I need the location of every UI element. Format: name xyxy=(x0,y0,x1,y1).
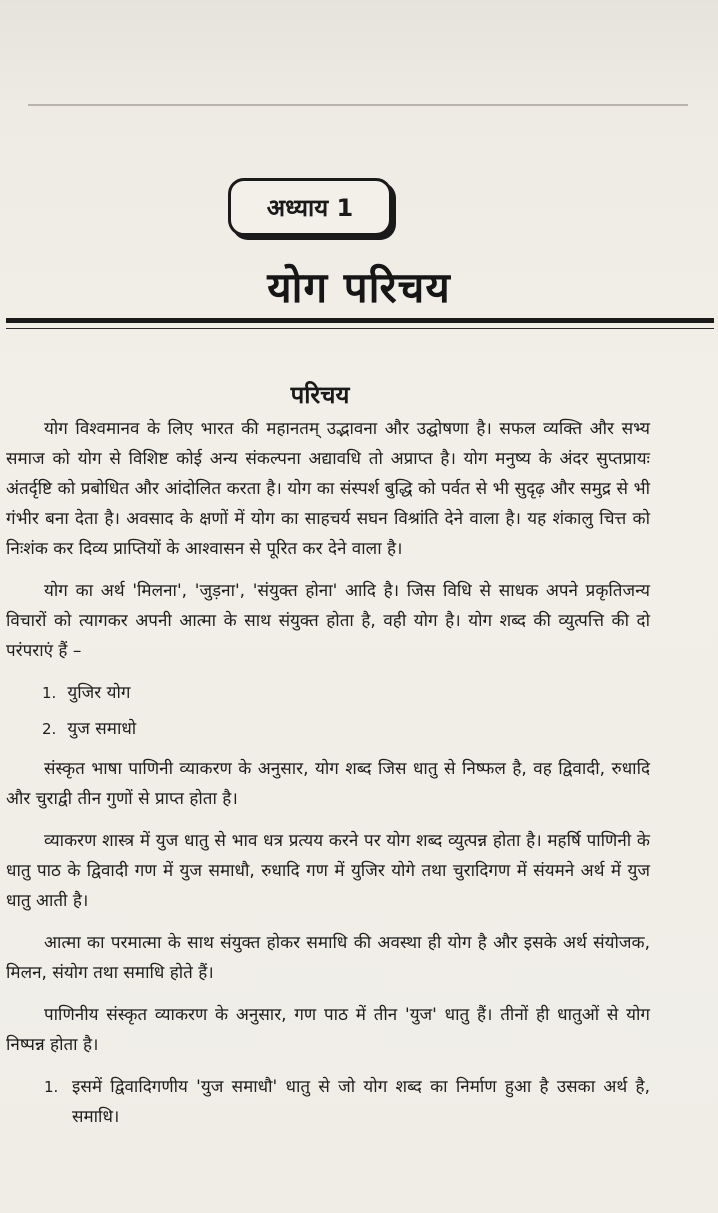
paragraph: आत्मा का परमात्मा के साथ संयुक्त होकर समाधि की अवस्था ही योग है और इसके अर्थ संयोजक, मिलन, संयोग तथा समाधि होते हैं। xyxy=(6,933,650,983)
list-text: युजिर योग xyxy=(67,683,131,703)
chapter-label-box xyxy=(228,178,392,236)
numbered-point xyxy=(6,1072,650,1132)
list-item xyxy=(6,678,650,708)
body-text xyxy=(6,414,650,1132)
list-number: 2. xyxy=(42,720,57,738)
list-item xyxy=(6,714,650,744)
title-thin-rule xyxy=(6,328,714,329)
chapter-title: योग परिचय xyxy=(267,263,451,312)
header-rule xyxy=(28,104,688,106)
list-number: 1. xyxy=(42,684,57,702)
section-heading: परिचय xyxy=(290,381,350,409)
title-thick-rule xyxy=(6,318,714,323)
paragraph: योग विश्वमानव के लिए भारत की महानतम् उद्भावना और उद्घोषणा है। सफल व्यक्ति और सभ्य समाज को योग से विशिष्ट कोई अन्य संकल्पना अद्यावधि तो अप्राप्त है। योग मनुष्य के अंदर सुप्तप्रायः अंतर्दृष्टि को प्रबोधित और आंदोलित करता है। योग का संस्पर्श बुद्धि को पर्वत से भी सुदृढ़ और समुद्र से भी गंभीर बना देता है। अवसाद के क्षणों में योग का साहचर्य सघन विश्रांति देने वाला है। यह शंकालु चित्त को निःशंक कर दिव्य प्राप्तियों के आश्वासन से पूरित कर देने वाला है। xyxy=(6,419,650,559)
paragraph: व्याकरण शास्त्र में युज धातु से भाव धत्र प्रत्यय करने पर योग शब्द व्युत्पन्न होता है। महर्षि पाणिनी के धातु पाठ के द्विवादी गण में युज समाधौ, रुधादि गण में युजिर योगे तथा चुरादिगण में संयमने अर्थ में युज धातु आती है। xyxy=(6,831,650,911)
paragraph: संस्कृत भाषा पाणिनी व्याकरण के अनुसार, योग शब्द जिस धातु से निष्फल है, वह द्विवादी, रुधादि और चुराद्वी तीन गुणों से प्राप्त होता है। xyxy=(6,759,650,809)
list-text: इसमें द्विवादिगणीय 'युज समाधौ' धातु से जो योग शब्द का निर्माण हुआ है उसका अर्थ है, समाधि। xyxy=(72,1077,650,1127)
list-text: युज समाधो xyxy=(67,719,137,739)
list-number: 1. xyxy=(44,1078,59,1096)
chapter-label: अध्याय 1 xyxy=(266,193,354,222)
paragraph: पाणिनीय संस्कृत व्याकरण के अनुसार, गण पाठ में तीन 'युज' धातु हैं। तीनों ही धातुओं से योग निष्पन्न होता है। xyxy=(6,1005,650,1055)
paragraph: योग का अर्थ 'मिलना', 'जुड़ना', 'संयुक्त होना' आदि है। जिस विधि से साधक अपने प्रकृतिजन्य विचारों को त्यागकर अपनी आत्मा के साथ संयुक्त होता है, वही योग है। योग शब्द की व्युत्पत्ति की दो परंपराएं हैं – xyxy=(6,581,650,661)
